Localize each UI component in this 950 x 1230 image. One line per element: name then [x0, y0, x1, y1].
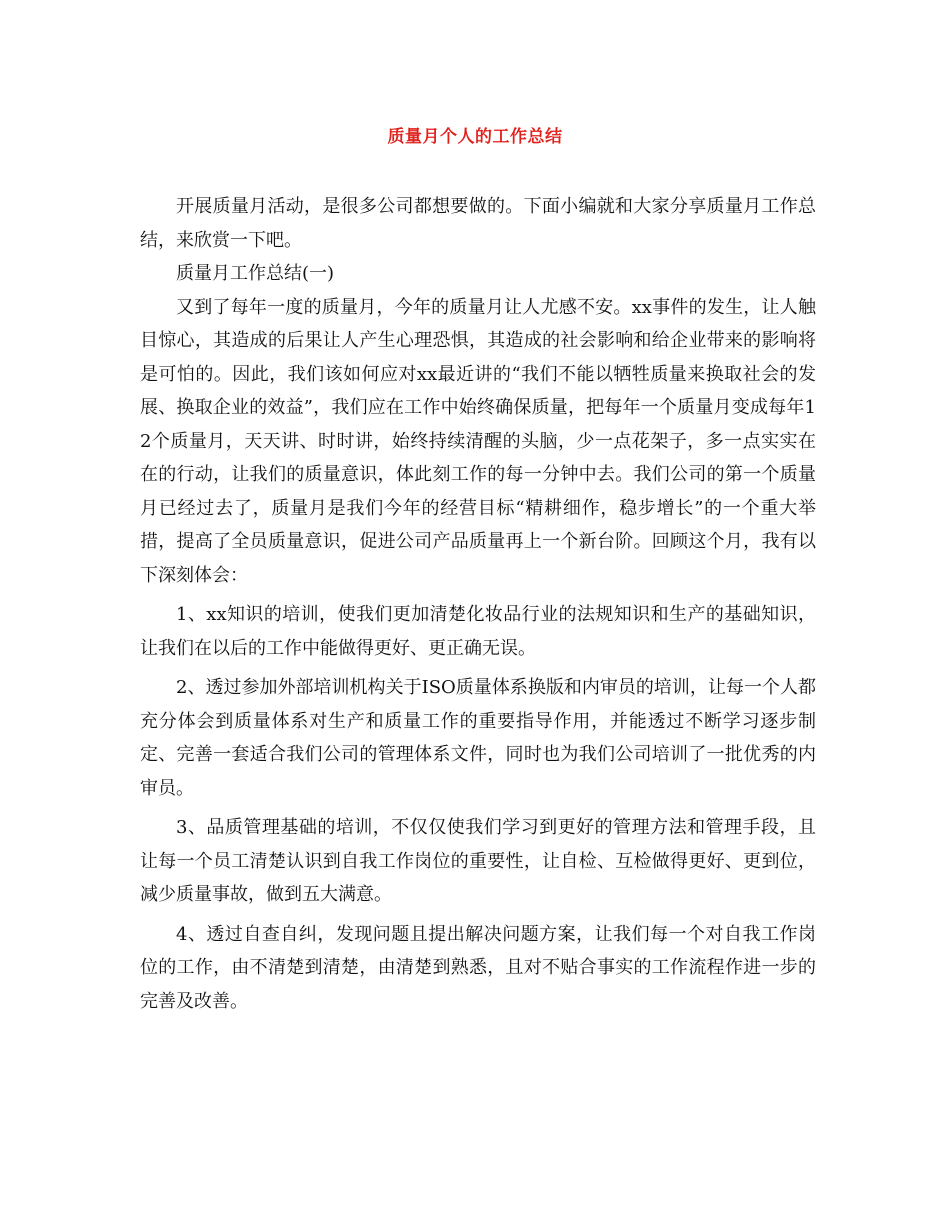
- document-body: [140, 190, 816, 1024]
- list-item-4: 4、透过自查自纠，发现问题且提出解决问题方案，让我们每一个对自我工作岗位的工作，由不清楚到清楚，由清楚到熟悉，且对不贴合事实的工作流程作进一步的完善及改善。: [140, 923, 816, 1012]
- list-item-3: 3、品质管理基础的培训，不仅仅使我们学习到更好的管理方法和管理手段，且让每一个员工清楚认识到自我工作岗位的重要性，让自检、互检做得更好、更到位，减少质量事故，做到五大满意。: [140, 817, 816, 905]
- section-heading: 质量月工作总结(一): [176, 263, 335, 284]
- document-title: 质量月个人的工作总结: [387, 127, 563, 147]
- body-paragraph: 又到了每年一度的质量月，今年的质量月让人尤感不安。xx事件的发生，让人触目惊心，其造成的后果让人产生心理恐惧，其造成的社会影响和给企业带来的影响将是可怕的。因此，我们该如何应对xx最近讲的“我们不能以牺牲质量来换取社会的发展、换取企业的效益”，我们应在工作中始终确保质量，把每年一个质量月变成每年12个质量月，天天讲、时时讲，始终持续清醒的头脑，少一点花架子，多一点实实在在的行动，让我们的质量意识，体此刻工作的每一分钟中去。我们公司的第一个质量月已经过去了，质量月是我们今年的经营目标“精耕细作，稳步增长”的一个重大举措，提高了全员质量意识，促进公司产品质量再上一个新台阶。回顾这个月，我有以下深刻体会：: [140, 296, 816, 586]
- intro-paragraph: 开展质量月活动，是很多公司都想要做的。下面小编就和大家分享质量月工作总结，来欣赏一下吧。: [140, 196, 816, 251]
- list-item-2: 2、透过参加外部培训机构关于ISO质量体系换版和内审员的培训，让每一个人都充分体会到质量体系对生产和质量工作的重要指导作用，并能透过不断学习逐步制定、完善一套适合我们公司的管理体系文件，同时也为我们公司培训了一批优秀的内审员。: [140, 677, 816, 799]
- list-item-1: 1、xx知识的培训，使我们更加清楚化妆品行业的法规知识和生产的基础知识，让我们在以后的工作中能做得更好、更正确无误。: [140, 604, 816, 659]
